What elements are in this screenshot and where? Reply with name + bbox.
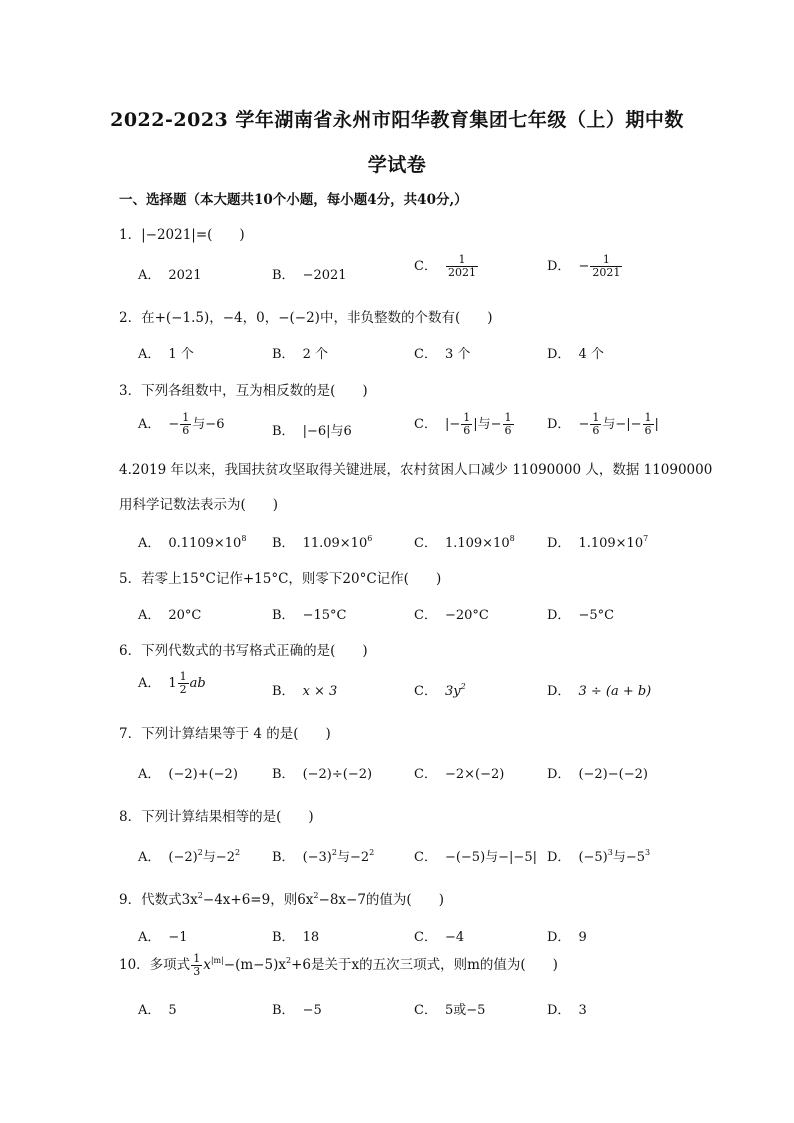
q8-option-d: D． $(-5)^3$与$-5^3$ — [547, 848, 651, 865]
q1-option-c: C． $\frac{1}{2021}$ — [414, 253, 476, 280]
q7-option-a: A． (−2)+(−2) — [138, 767, 238, 782]
q9-option-c: C． −4 — [414, 930, 465, 945]
q10-option-d: D． 3 — [547, 1003, 587, 1018]
question-4-line2: 用科学记数法表示为( ) — [119, 497, 279, 513]
q9-option-d: D． 9 — [547, 930, 587, 945]
q8-option-c: C． −(−5)与−|−5| — [414, 850, 537, 865]
question-2: 2．在+(−1.5)，−4，0，−(−2)中，非负整数的个数有( ) — [119, 310, 493, 326]
q9-option-a: A． −1 — [138, 930, 188, 945]
question-9: 9．代数式$3x^2-4x+6=9$，则$6x^2-8x-7$的值为( ) — [119, 891, 444, 908]
q3-option-c: C． |− $\frac{1}{6}$ |与− $\frac{1}{6}$ — [414, 411, 512, 438]
q1-option-d: D． − $\frac{1}{2021}$ — [547, 253, 621, 280]
document-title-line1: 2022-2023 学年湖南省永州市阳华教育集团七年级（上）期中数 — [110, 109, 684, 131]
q8-option-a: A． $(-2)^2$与$-2^2$ — [138, 848, 241, 865]
q6-option-a: A． 1 $\frac{1}{2}$ ab — [138, 670, 206, 697]
question-7: 7．下列计算结果等于 4 的是( ) — [119, 726, 331, 742]
q2-option-a: A． 1 个 — [138, 347, 194, 362]
section-heading: 一、选择题（本大题共10个小题，每小题4分，共40分,） — [119, 192, 468, 208]
q10-option-c: C． 5或−5 — [414, 1003, 486, 1018]
q7-option-c: C． −2×(−2) — [414, 767, 505, 782]
q3-option-d: D． − $\frac{1}{6}$ 与−|− $\frac{1}{6}$ | — [547, 411, 659, 438]
q4-option-d: D． $1.109\times 10^7$ — [547, 534, 649, 551]
q2-option-d: D． 4 个 — [547, 347, 604, 362]
q4-option-a: A． $0.1109\times 10^8$ — [138, 534, 247, 551]
question-8: 8．下列计算结果相等的是( ) — [119, 809, 314, 825]
q10-option-b: B． −5 — [272, 1003, 322, 1018]
question-1: 1．|−2021|=( ) — [119, 227, 245, 243]
q7-option-b: B． (−2)÷(−2) — [272, 767, 373, 782]
question-6: 6．下列代数式的书写格式正确的是( ) — [119, 643, 368, 659]
q1-option-b: B． −2021 — [272, 268, 347, 283]
q7-option-d: D． (−2)−(−2) — [547, 767, 648, 782]
q10-option-a: A． 5 — [138, 1003, 177, 1018]
q5-option-c: C． −20°C — [414, 608, 489, 623]
q6-option-c: C． $3y^2$ — [414, 682, 466, 699]
q5-option-d: D． −5°C — [547, 608, 615, 623]
question-4-line1: 4.2019 年以来，我国扶贫攻坚取得关键进展，农村贫困人口减少 11090000 人，数据 11090000 — [119, 462, 713, 478]
q5-option-b: B． −15°C — [272, 608, 347, 623]
q6-option-b: B． x × 3 — [272, 684, 338, 699]
q2-option-c: C． 3 个 — [414, 347, 471, 362]
q1-option-a: A． 2021 — [138, 268, 202, 283]
q8-option-b: B． $(-3)^2$与$-2^2$ — [272, 848, 375, 865]
question-10: 10．多项式 $\frac{1}{3}$ $x^{|m|}-(m-5)x^2+6$是关于x的五次三项式，则m的值为( ) — [119, 952, 558, 979]
question-5: 5．若零上15°C记作+15°C，则零下20°C记作( ) — [119, 571, 442, 587]
q9-option-b: B． 18 — [272, 930, 320, 945]
document-title-line2: 学试卷 — [367, 154, 427, 176]
q3-option-a: A． − $\frac{1}{6}$ 与−6 — [138, 411, 225, 438]
q4-option-c: C． $1.109\times 10^8$ — [414, 534, 515, 551]
q4-option-b: B． $11.09\times 10^6$ — [272, 534, 373, 551]
question-3: 3．下列各组数中，互为相反数的是( ) — [119, 383, 368, 399]
q2-option-b: B． 2 个 — [272, 347, 328, 362]
q6-option-d: D． 3 ÷ (a + b) — [547, 684, 652, 699]
q5-option-a: A． 20°C — [138, 608, 202, 623]
q3-option-b: B． |−6|与6 — [272, 424, 352, 439]
